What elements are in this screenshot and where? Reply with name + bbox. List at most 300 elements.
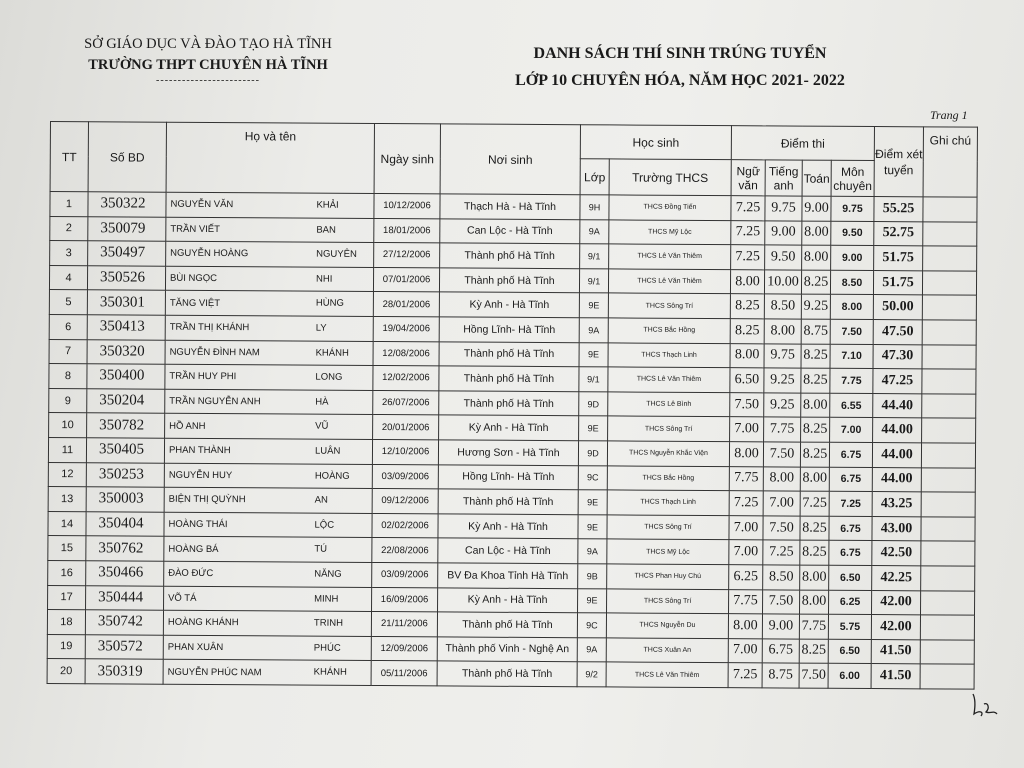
date-of-birth: 27/12/2006 (374, 243, 440, 268)
candidate-number: 350444 (86, 585, 164, 610)
date-of-birth: 22/08/2006 (372, 538, 438, 563)
page-number: Trang 1 (930, 108, 968, 122)
score-english: 9.75 (765, 196, 802, 221)
date-of-birth: 28/01/2006 (373, 292, 439, 317)
class: 9D (579, 391, 608, 416)
row-number: 5 (49, 290, 87, 315)
class: 9B (578, 564, 607, 589)
row-number: 3 (50, 241, 88, 266)
given-name: PHÚC (313, 642, 341, 654)
score-literature: 7.25 (731, 245, 765, 270)
score-english: 7.00 (763, 491, 800, 516)
date-of-birth: 16/09/2006 (372, 587, 438, 612)
middle-school: THCS Sông Trí (607, 588, 729, 613)
col-header-dob: Ngày sinh (374, 123, 440, 193)
place-of-birth: Kỳ Anh - Hà Tĩnh (438, 514, 578, 539)
date-of-birth: 20/01/2006 (373, 415, 439, 440)
family-name: TĂNG VIỆT (169, 297, 221, 309)
candidate-number: 350762 (86, 536, 164, 561)
family-name: NGUYỄN VĂN (170, 199, 234, 211)
score-math: 8.25 (799, 639, 828, 664)
given-name: TRINH (313, 617, 344, 629)
class: 9/1 (580, 244, 609, 269)
middle-school: THCS Đồng Tiến (609, 195, 731, 220)
row-number: 16 (48, 560, 86, 585)
candidate-name (163, 659, 371, 685)
family-name: TRẦN VIẾT (170, 223, 220, 235)
score-english: 8.00 (763, 466, 800, 491)
document-title (470, 40, 890, 94)
admission-score: 55.25 (874, 197, 923, 222)
place-of-birth: Thành phố Hà Tĩnh (439, 268, 579, 293)
candidate-name (164, 537, 372, 563)
note (923, 246, 977, 271)
admission-score: 51.75 (873, 270, 922, 295)
score-english: 9.00 (762, 614, 799, 639)
score-math: 8.00 (800, 467, 829, 492)
middle-school: THCS Phan Huy Chú (607, 564, 729, 589)
candidate-number: 350322 (88, 192, 166, 217)
family-name: NGUYỄN ĐÌNH NAM (169, 346, 260, 359)
candidate-name (166, 217, 374, 243)
row-number: 7 (49, 339, 87, 364)
row-number: 17 (48, 585, 86, 610)
results-body (47, 192, 977, 690)
date-of-birth: 05/11/2006 (371, 661, 437, 686)
col-header-total: Điểm xét tuyển (874, 127, 923, 197)
date-of-birth: 09/12/2006 (372, 489, 438, 514)
place-of-birth: Can Lộc - Hà Tĩnh (438, 538, 578, 563)
candidate-name (164, 512, 372, 538)
score-specialized: 8.00 (830, 295, 873, 320)
score-english: 8.50 (764, 294, 801, 319)
score-literature: 7.50 (730, 392, 764, 417)
note (921, 566, 975, 591)
place-of-birth: Thành phố Hà Tĩnh (437, 612, 577, 637)
row-number: 11 (48, 437, 86, 462)
candidate-name (164, 561, 372, 587)
score-math: 8.25 (800, 540, 829, 565)
middle-school: THCS Nguyễn Du (606, 613, 728, 638)
place-of-birth: Hồng Lĩnh- Hà Tĩnh (439, 317, 579, 342)
score-specialized: 6.50 (829, 565, 872, 590)
score-math: 8.75 (801, 319, 830, 344)
candidate-name (166, 192, 374, 218)
date-of-birth: 26/07/2006 (373, 390, 439, 415)
admission-score: 52.75 (874, 221, 923, 246)
candidate-name (164, 586, 372, 612)
candidate-name (165, 414, 373, 440)
candidate-name (165, 266, 373, 292)
place-of-birth: Thành phố Hà Tĩnh (439, 391, 579, 416)
class: 9/2 (577, 662, 606, 687)
score-specialized: 9.50 (831, 221, 874, 246)
row-number: 20 (47, 659, 85, 684)
middle-school: THCS Bắc Hồng (607, 465, 729, 490)
row-number: 4 (49, 265, 87, 290)
score-math: 8.00 (800, 590, 829, 615)
score-math: 8.25 (801, 417, 830, 442)
note (922, 418, 976, 443)
score-literature: 6.25 (729, 565, 763, 590)
candidate-number: 350742 (85, 610, 163, 635)
given-name: NĂNG (314, 568, 342, 580)
given-name: TÚ (314, 543, 328, 556)
score-english: 10.00 (764, 270, 801, 295)
score-literature: 8.00 (730, 343, 764, 368)
class: 9C (577, 613, 606, 638)
family-name: HOÀNG KHÁNH (167, 617, 239, 629)
candidate-number: 350404 (86, 511, 164, 536)
title-line-1: DANH SÁCH THÍ SINH TRÚNG TUYỂN (533, 45, 827, 62)
score-specialized: 9.75 (831, 196, 874, 221)
given-name: HÀ (315, 396, 329, 408)
date-of-birth: 10/12/2006 (374, 193, 440, 218)
class: 9A (579, 318, 608, 343)
class: 9E (578, 588, 607, 613)
admission-score: 47.30 (873, 344, 922, 369)
middle-school: THCS Mỹ Lộc (607, 539, 729, 564)
note (923, 221, 977, 246)
score-specialized: 9.00 (831, 245, 874, 270)
score-literature: 8.00 (730, 269, 764, 294)
score-english: 7.50 (763, 589, 800, 614)
candidate-name (165, 291, 373, 317)
place-of-birth: Kỳ Anh - Hà Tĩnh (439, 415, 579, 440)
candidate-name (164, 487, 372, 513)
score-literature: 7.25 (731, 220, 765, 245)
place-of-birth: Thành phố Hà Tĩnh (439, 341, 579, 366)
given-name: BAN (316, 224, 336, 236)
score-specialized: 6.00 (828, 664, 871, 689)
row-number: 15 (48, 536, 86, 561)
note (921, 517, 975, 542)
score-specialized: 6.55 (830, 393, 873, 418)
score-specialized: 5.75 (828, 614, 871, 639)
col-header-van: Ngữ văn (731, 160, 765, 196)
date-of-birth: 19/04/2006 (373, 316, 439, 341)
admission-score: 42.00 (871, 615, 920, 640)
score-literature: 7.00 (728, 638, 762, 663)
admission-score: 43.00 (872, 516, 921, 541)
note (922, 369, 976, 394)
note (921, 492, 975, 517)
class: 9E (578, 490, 607, 515)
candidate-number: 350782 (87, 413, 165, 438)
row-number: 9 (49, 388, 87, 413)
score-specialized: 7.25 (829, 491, 872, 516)
place-of-birth: Hương Sơn - Hà Tĩnh (438, 440, 578, 465)
given-name: NGUYÊN (316, 248, 357, 261)
candidate-name (163, 635, 371, 661)
col-header-chuyen: Môn chuyên (831, 160, 874, 196)
note (923, 197, 977, 222)
col-header-pob: Nơi sinh (440, 124, 580, 195)
score-specialized: 6.50 (828, 639, 871, 664)
note (920, 664, 974, 689)
row-number: 10 (49, 413, 87, 438)
col-header-lop: Lớp (580, 159, 609, 195)
note (922, 394, 976, 419)
middle-school: THCS Lê Văn Thiêm (608, 269, 730, 294)
score-literature: 7.25 (731, 196, 765, 221)
candidate-name (166, 241, 374, 267)
score-literature: 7.00 (729, 540, 763, 565)
date-of-birth: 12/08/2006 (373, 341, 439, 366)
score-math: 7.25 (800, 491, 829, 516)
score-literature: 8.00 (729, 442, 763, 467)
place-of-birth: Kỳ Anh - Hà Tĩnh (439, 292, 579, 317)
candidate-name (165, 340, 373, 366)
score-math: 8.25 (801, 368, 830, 393)
class: 9/1 (579, 367, 608, 392)
given-name: KHÁNH (313, 666, 347, 679)
score-english: 8.50 (763, 565, 800, 590)
class: 9H (580, 195, 609, 220)
row-number: 14 (48, 511, 86, 536)
score-english: 9.50 (765, 245, 802, 270)
candidate-name (164, 463, 372, 489)
col-header-note: Ghi chú (923, 127, 977, 197)
score-math: 9.00 (802, 196, 831, 221)
class: 9A (578, 539, 607, 564)
signature-mark (970, 690, 1000, 720)
family-name: TRẦN HUY PHI (169, 371, 237, 383)
class: 9A (580, 219, 609, 244)
col-header-school: Trường THCS (609, 159, 731, 196)
class: 9/1 (579, 269, 608, 294)
date-of-birth: 02/02/2006 (372, 513, 438, 538)
score-specialized: 7.75 (830, 368, 873, 393)
score-english: 7.50 (763, 516, 800, 541)
middle-school: THCS Thạch Linh (607, 490, 729, 515)
place-of-birth: Kỳ Anh - Hà Tĩnh (438, 587, 578, 612)
date-of-birth: 12/09/2006 (371, 636, 437, 661)
admission-score: 43.25 (872, 492, 921, 517)
col-header-anh: Tiếng anh (765, 160, 802, 196)
date-of-birth: 12/02/2006 (373, 366, 439, 391)
class: 9D (578, 441, 607, 466)
table-row (47, 659, 974, 689)
admission-score: 42.00 (872, 590, 921, 615)
score-english: 8.75 (762, 663, 799, 688)
note (922, 295, 976, 320)
given-name: HÙNG (315, 298, 344, 310)
class: 9A (577, 637, 606, 662)
date-of-birth: 03/09/2006 (372, 464, 438, 489)
family-name: NGUYỄN PHÚC NAM (167, 666, 262, 678)
given-name: LY (315, 322, 327, 334)
score-specialized: 6.25 (829, 590, 872, 615)
score-literature: 7.25 (729, 491, 763, 516)
admission-score: 44.00 (873, 418, 922, 443)
family-name: BIỆN THỊ QUỲNH (168, 494, 246, 506)
candidate-number: 350301 (87, 290, 165, 315)
col-header-toan: Toán (802, 160, 831, 196)
admission-score: 42.50 (872, 541, 921, 566)
candidate-number: 350572 (85, 634, 163, 659)
place-of-birth: Can Lộc - Hà Tĩnh (440, 218, 580, 243)
score-literature: 7.00 (729, 515, 763, 540)
candidate-number: 350497 (88, 241, 166, 266)
given-name: LỘC (314, 519, 335, 531)
candidate-name (165, 389, 373, 415)
family-name: VÕ TÁ (168, 592, 197, 604)
col-header-scores: Điểm thi (731, 126, 874, 161)
score-specialized: 6.75 (829, 442, 872, 467)
row-number: 1 (50, 192, 88, 217)
score-english: 8.00 (764, 319, 801, 344)
score-math: 7.75 (799, 614, 828, 639)
family-name: BÙI NGỌC (170, 272, 218, 285)
class: 9E (579, 342, 608, 367)
middle-school: THCS Mỹ Lộc (609, 220, 731, 245)
place-of-birth: Thạch Hà - Hà Tĩnh (440, 194, 580, 219)
family-name: HOÀNG THÁI (168, 518, 228, 531)
col-header-tt: TT (50, 122, 88, 192)
candidate-number: 350400 (87, 364, 165, 389)
given-name: LUÂN (314, 445, 341, 457)
col-header-name: Họ và tên (166, 122, 374, 193)
row-number: 8 (49, 364, 87, 389)
family-name: NGUYỄN HOÀNG (170, 248, 249, 260)
row-number: 13 (48, 487, 86, 512)
candidate-name (165, 364, 373, 390)
given-name: HOÀNG (314, 470, 350, 482)
family-name: PHAN XUÂN (167, 641, 224, 654)
middle-school: THCS Sông Trí (607, 515, 729, 540)
class: 9E (579, 416, 608, 441)
admission-score: 50.00 (873, 295, 922, 320)
class: 9E (579, 293, 608, 318)
department-name: SỞ GIÁO DỤC VÀ ĐÀO TẠO HÀ TĨNH (84, 36, 332, 52)
given-name: KHÁNH (315, 347, 349, 359)
date-of-birth: 18/01/2006 (374, 218, 440, 243)
place-of-birth: Thành phố Hà Tĩnh (439, 366, 579, 391)
place-of-birth: Hồng Lĩnh- Hà Tĩnh (438, 464, 578, 489)
date-of-birth: 12/10/2006 (372, 439, 438, 464)
score-math: 8.25 (801, 344, 830, 369)
candidate-number: 350079 (88, 216, 166, 241)
admission-score: 42.25 (872, 565, 921, 590)
family-name: NGUYỄN HUY (168, 469, 233, 481)
score-math: 8.25 (800, 516, 829, 541)
admission-score: 41.50 (871, 639, 920, 664)
row-number: 6 (49, 314, 87, 339)
score-math: 8.25 (800, 442, 829, 467)
candidate-number: 350405 (86, 438, 164, 463)
score-math: 8.25 (801, 270, 830, 295)
candidate-name (165, 315, 373, 341)
score-literature: 7.25 (728, 663, 762, 688)
school-name: TRƯỜNG THPT CHUYÊN HÀ TĨNH (88, 57, 328, 73)
score-specialized: 7.50 (830, 319, 873, 344)
admission-score: 41.50 (871, 664, 920, 689)
score-specialized: 6.75 (829, 467, 872, 492)
candidate-number: 350413 (87, 315, 165, 340)
candidate-name (164, 438, 372, 464)
col-header-sbd: Số BD (88, 122, 166, 192)
note (920, 615, 974, 640)
note (920, 640, 974, 665)
score-english: 7.50 (763, 442, 800, 467)
candidate-number: 350204 (87, 388, 165, 413)
family-name: HỒ ANH (169, 420, 206, 432)
date-of-birth: 21/11/2006 (371, 612, 437, 637)
score-literature: 7.00 (730, 417, 764, 442)
score-literature: 8.00 (728, 614, 762, 639)
score-literature: 7.75 (729, 466, 763, 491)
note (921, 541, 975, 566)
score-english: 9.25 (764, 393, 801, 418)
middle-school: THCS Lê Văn Thiêm (608, 367, 730, 392)
admission-score: 51.75 (874, 246, 923, 271)
score-specialized: 6.75 (829, 516, 872, 541)
family-name: HOÀNG BÁ (168, 543, 219, 555)
col-header-student: Học sinh (580, 125, 731, 160)
row-number: 19 (47, 634, 85, 659)
title-line-2: LỚP 10 CHUYÊN HÓA, NĂM HỌC 2021- 2022 (515, 72, 845, 89)
score-english: 9.25 (764, 368, 801, 393)
admission-score: 47.50 (873, 320, 922, 345)
note (920, 590, 974, 615)
middle-school: THCS Xuân An (606, 638, 728, 663)
note (921, 467, 975, 492)
score-literature: 7.75 (729, 589, 763, 614)
score-specialized: 8.50 (830, 270, 873, 295)
score-math: 9.25 (801, 294, 830, 319)
note (922, 320, 976, 345)
score-specialized: 6.75 (829, 541, 872, 566)
note (922, 344, 976, 369)
candidate-number: 350319 (85, 659, 163, 684)
note (922, 271, 976, 296)
middle-school: THCS Lê Văn Thiêm (606, 662, 728, 687)
score-english: 6.75 (762, 639, 799, 664)
score-literature: 6.50 (730, 368, 764, 393)
given-name: KHẢI (316, 199, 339, 211)
score-english: 7.75 (764, 417, 801, 442)
score-math: 7.50 (799, 663, 828, 688)
given-name: MINH (314, 593, 339, 605)
date-of-birth: 03/09/2006 (372, 562, 438, 587)
middle-school: THCS Lê Văn Thiêm (609, 244, 731, 269)
admission-score: 47.25 (873, 369, 922, 394)
candidate-name (163, 610, 371, 636)
middle-school: THCS Sông Trí (608, 416, 730, 441)
place-of-birth: Thành phố Hà Tĩnh (440, 243, 580, 268)
row-number: 2 (50, 216, 88, 241)
row-number: 12 (48, 462, 86, 487)
admission-score: 44.40 (873, 393, 922, 418)
family-name: PHAN THÀNH (168, 444, 231, 457)
given-name: VŨ (315, 420, 329, 433)
candidate-number: 350526 (87, 266, 165, 291)
header-underline: ------------------------ (156, 75, 260, 86)
score-math: 8.00 (801, 393, 830, 418)
note (921, 443, 975, 468)
admission-score: 44.00 (872, 467, 921, 492)
score-math: 8.00 (802, 245, 831, 270)
class: 9C (578, 465, 607, 490)
score-specialized: 7.00 (830, 418, 873, 443)
candidate-number: 350253 (86, 462, 164, 487)
score-english: 9.75 (764, 343, 801, 368)
candidate-number: 350466 (86, 561, 164, 586)
middle-school: THCS Bắc Hồng (608, 318, 730, 343)
row-number: 18 (47, 610, 85, 635)
score-math: 8.00 (800, 565, 829, 590)
